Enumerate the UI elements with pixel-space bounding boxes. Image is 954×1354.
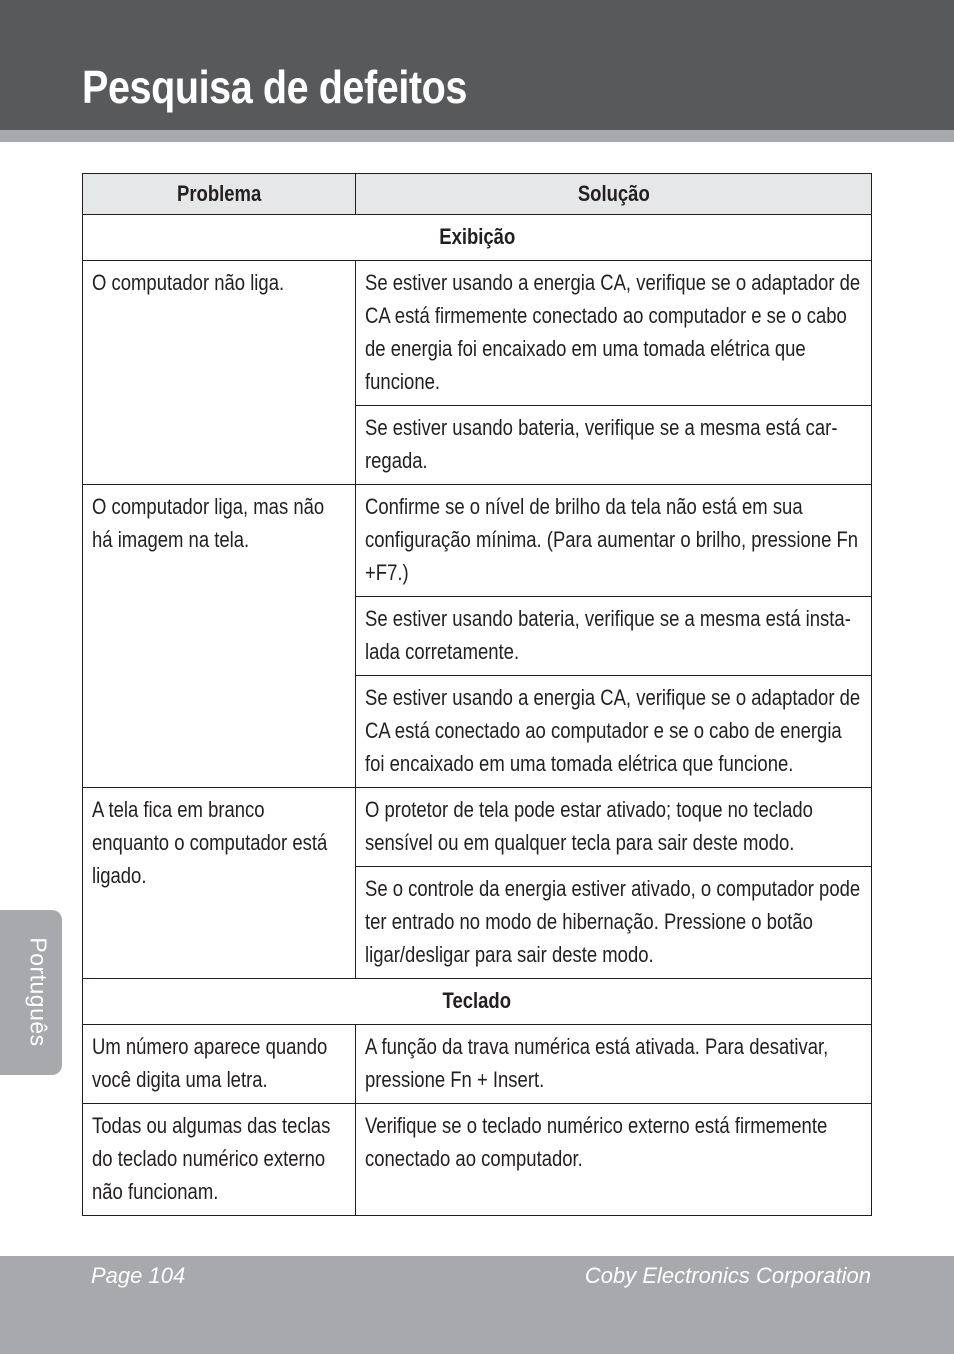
solution-cell: Confirme se o nível de brilho da tela não está em sua configuração mínima. (Para aumentar o brilho, pressione Fn +F7.) — [356, 485, 872, 597]
solution-cell: Se estiver usando a energia CA, verifique se o adaptador de CA está firmemente conectado ao computador e se o cabo de energia foi encaixado em uma tomada elétrica que funcione. — [356, 261, 872, 406]
table-row — [83, 1104, 872, 1216]
problem-cell: Um número aparece quando você digita uma letra. — [83, 1025, 356, 1104]
problem-cell: A tela fica em branco enquanto o computador está ligado. — [83, 788, 356, 979]
problem-cell: Todas ou algumas das teclas do teclado numérico externo não funcionam. — [83, 1104, 356, 1216]
problem-cell: O computador não liga. — [83, 261, 356, 485]
column-header-solution: Solução — [356, 174, 872, 215]
solution-cell: A função da trava numérica está ativada. Para desativar, pressione Fn + Insert. — [356, 1025, 872, 1104]
table-row — [83, 788, 872, 867]
language-tab-label: Português — [25, 937, 52, 1047]
table-row — [83, 1025, 872, 1104]
troubleshooting-table — [82, 173, 872, 1216]
section-title: Exibição — [83, 215, 872, 261]
company-name: Coby Electronics Corporation — [584, 1263, 871, 1288]
table-header-row — [83, 174, 872, 215]
table-row — [83, 261, 872, 406]
column-header-problem: Problema — [83, 174, 356, 215]
section-title: Teclado — [83, 979, 872, 1025]
solution-cell: Se estiver usando bateria, verifique se a mesma está car-regada. — [356, 406, 872, 485]
section-row-display — [83, 215, 872, 261]
header-stripe — [0, 130, 954, 142]
solution-cell: Se estiver usando a energia CA, verifique se o adaptador de CA está conectado ao computador e se o cabo de energia foi encaixado em uma tomada elétrica que funcione. — [356, 676, 872, 788]
solution-cell: Se o controle da energia estiver ativado, o computador pode ter entrado no modo de hibernação. Pressione o botão ligar/desligar para sair deste modo. — [356, 867, 872, 979]
solution-cell: Verifique se o teclado numérico externo está firmemente conectado ao computador. — [356, 1104, 872, 1216]
section-row-keyboard — [83, 979, 872, 1025]
page-title: Pesquisa de defeitos — [82, 61, 467, 113]
page-number: Page 104 — [91, 1263, 186, 1288]
solution-cell: O protetor de tela pode estar ativado; toque no teclado sensível ou em qualquer tecla para sair deste modo. — [356, 788, 872, 867]
table-row — [83, 485, 872, 597]
solution-cell: Se estiver usando bateria, verifique se a mesma está insta-lada corretamente. — [356, 597, 872, 676]
problem-cell: O computador liga, mas não há imagem na tela. — [83, 485, 356, 788]
